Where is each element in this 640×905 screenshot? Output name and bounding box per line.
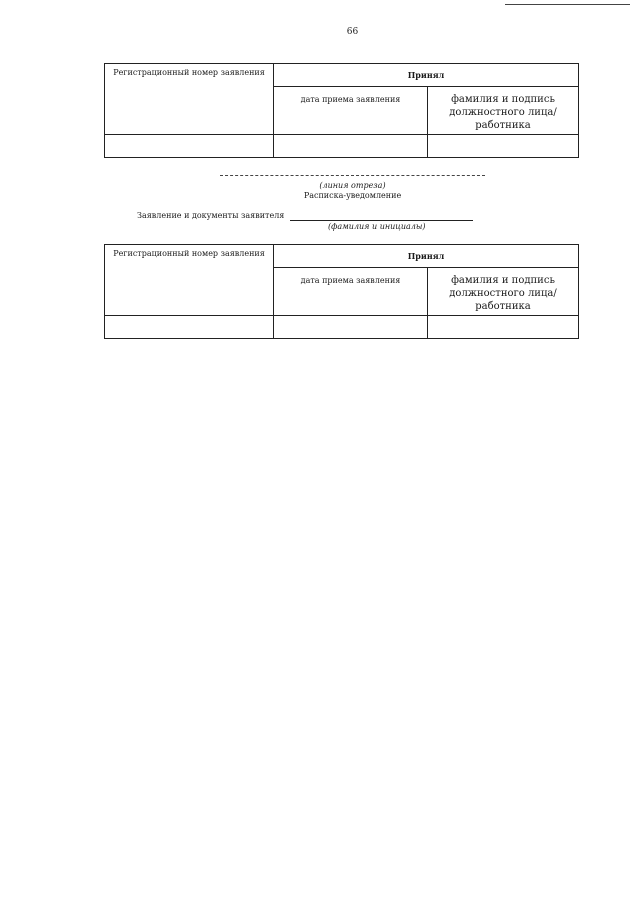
name-signature-header: фамилия и подпись должностного лица/работника	[428, 87, 579, 135]
date-accepted-header: дата приема заявления	[274, 268, 428, 316]
date-accepted-cell	[274, 135, 428, 158]
applicant-label: Заявление и документы заявителя	[137, 211, 285, 220]
top-edge-rule	[505, 4, 630, 5]
cut-line-caption: (линия отреза)	[319, 181, 386, 190]
registration-number-cell	[105, 135, 274, 158]
date-accepted-cell	[274, 316, 428, 339]
registration-number-header: Регистрационный номер заявления	[105, 245, 274, 316]
date-accepted-header: дата приема заявления	[274, 87, 428, 135]
accepted-header: Принял	[274, 64, 579, 87]
receipt-title: Расписка-уведомление	[303, 191, 402, 200]
applicant-caption: (фамилия и инициалы)	[328, 222, 426, 231]
registration-table-top	[104, 63, 579, 158]
registration-number-header: Регистрационный номер заявления	[105, 64, 274, 135]
accepted-header: Принял	[274, 245, 579, 268]
name-signature-cell	[428, 316, 579, 339]
page-number: 66	[346, 27, 359, 37]
name-signature-cell	[428, 135, 579, 158]
registration-table-bottom	[104, 244, 579, 339]
cut-line	[220, 175, 485, 176]
name-signature-header: фамилия и подпись должностного лица/работника	[428, 268, 579, 316]
applicant-name-line	[290, 220, 473, 221]
registration-number-cell	[105, 316, 274, 339]
